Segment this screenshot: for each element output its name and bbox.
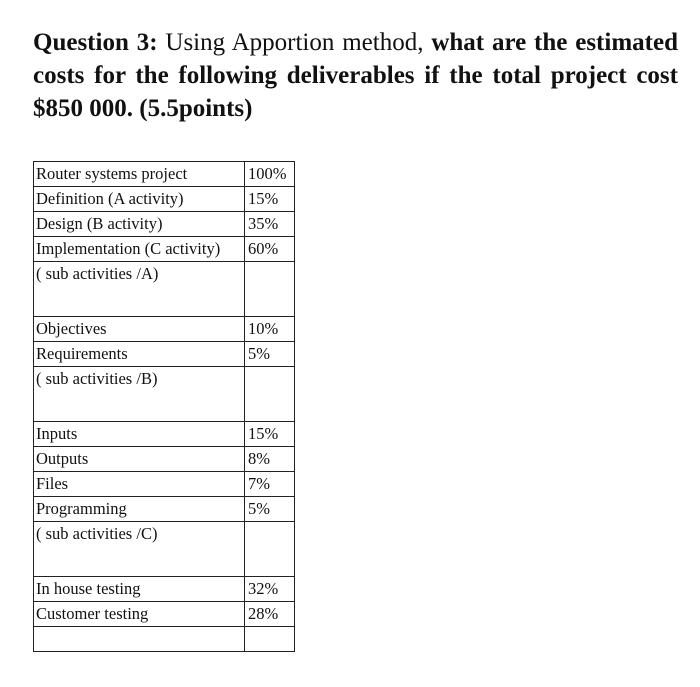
activity-name: Customer testing: [34, 602, 245, 627]
table-row: [34, 317, 295, 342]
activity-name: Programming: [34, 497, 245, 522]
activity-name: Design (B activity): [34, 212, 245, 237]
table-row: [34, 237, 295, 262]
activity-percent: [245, 522, 295, 577]
activity-name: Objectives: [34, 317, 245, 342]
activity-name: Implementation (C activity): [34, 237, 245, 262]
activity-percent: 60%: [245, 237, 295, 262]
activity-percent: 10%: [245, 317, 295, 342]
table-row: [34, 497, 295, 522]
table-row: [34, 187, 295, 212]
sub-activities-label: ( sub activities /B): [34, 367, 245, 422]
table-row: [34, 422, 295, 447]
table-row: [34, 472, 295, 497]
activity-percent: 15%: [245, 422, 295, 447]
activity-percent: [245, 367, 295, 422]
table-row: [34, 212, 295, 237]
question-text: [33, 26, 678, 125]
table-row: [34, 342, 295, 367]
empty-cell: [245, 627, 295, 652]
activity-percent: 5%: [245, 342, 295, 367]
sub-activities-label: ( sub activities /C): [34, 522, 245, 577]
activity-name: Files: [34, 472, 245, 497]
table-row-empty: [34, 627, 295, 652]
activity-name: Inputs: [34, 422, 245, 447]
table-row-sub-header: [34, 262, 295, 317]
activity-percent: 100%: [245, 162, 295, 187]
activity-percent: 5%: [245, 497, 295, 522]
empty-cell: [34, 627, 245, 652]
table-row-sub-header: [34, 367, 295, 422]
activity-percent: 35%: [245, 212, 295, 237]
activity-name: Router systems project: [34, 162, 245, 187]
activity-percent: 32%: [245, 577, 295, 602]
activity-percent: 8%: [245, 447, 295, 472]
activity-percent: [245, 262, 295, 317]
activity-name: Requirements: [34, 342, 245, 367]
activity-name: Definition (A activity): [34, 187, 245, 212]
question-label: Question 3:: [33, 29, 158, 56]
apportion-table: [33, 161, 295, 652]
table-row: [34, 447, 295, 472]
question-body: what are the estimated costs for the following deliverables if the total project cost $850 000. (5.5points): [33, 29, 678, 122]
activity-name: In house testing: [34, 577, 245, 602]
table-row-sub-header: [34, 522, 295, 577]
sub-activities-label: ( sub activities /A): [34, 262, 245, 317]
activity-name: Outputs: [34, 447, 245, 472]
table-row: [34, 162, 295, 187]
activity-percent: 15%: [245, 187, 295, 212]
table-row: [34, 577, 295, 602]
question-intro: Using Apportion method,: [157, 29, 432, 56]
activity-percent: 28%: [245, 602, 295, 627]
table-row: [34, 602, 295, 627]
activity-percent: 7%: [245, 472, 295, 497]
